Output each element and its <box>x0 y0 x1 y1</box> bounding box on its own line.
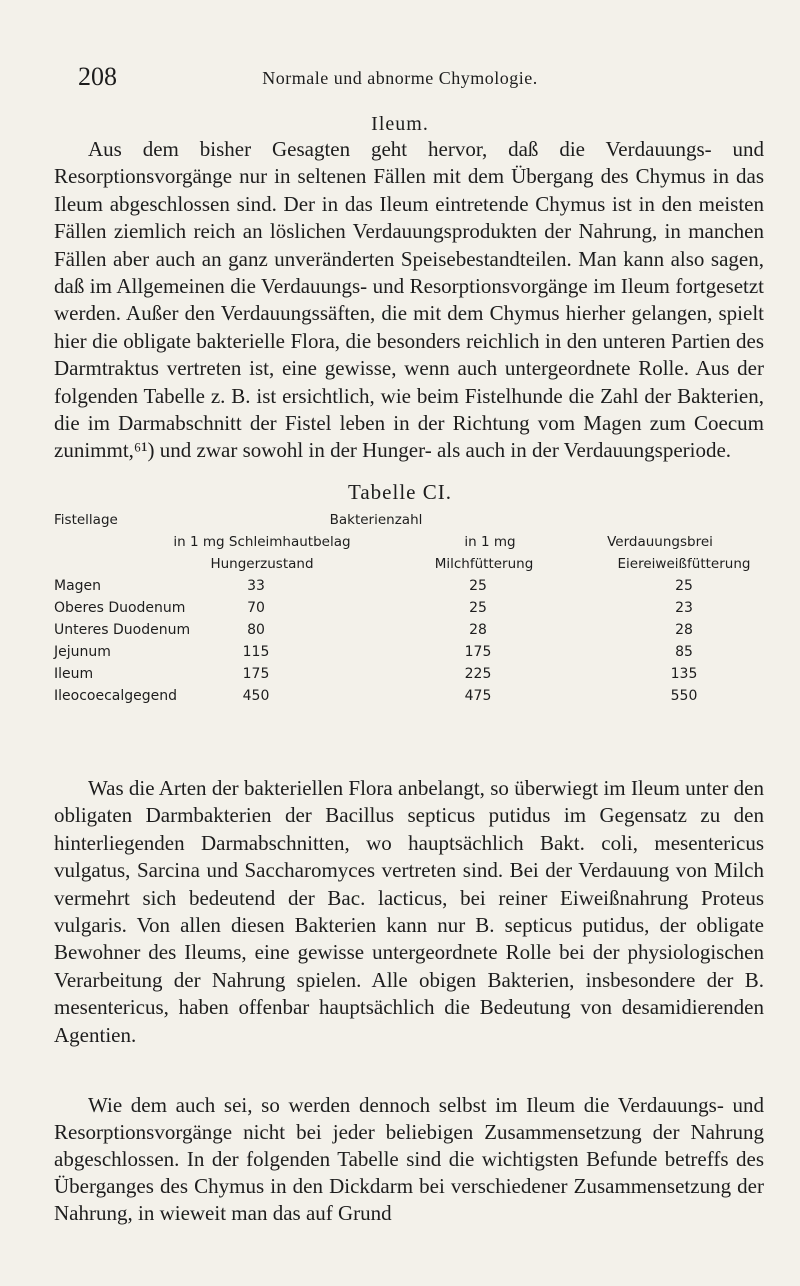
cell-milch: 475 <box>464 688 492 704</box>
row-label: Jejunum <box>54 644 111 660</box>
cell-eiweiss: 85 <box>675 644 693 660</box>
table-header-col1-line1: in 1 mg Schleimhautbelag <box>173 534 351 550</box>
running-title: Normale und abnorme Chymologie. <box>262 68 538 88</box>
table-header-col23-line1a: in 1 mg <box>464 534 516 550</box>
cell-milch: 28 <box>469 622 487 638</box>
section-heading: Ileum. <box>371 113 429 135</box>
cell-hunger: 450 <box>242 688 270 704</box>
table-row <box>0 622 800 644</box>
table-row <box>0 666 800 688</box>
cell-milch: 225 <box>464 666 492 682</box>
cell-eiweiss: 23 <box>675 600 693 616</box>
table-header-fistellage: Fistellage <box>54 512 118 528</box>
table-header-col2-line2: Milchfütterung <box>434 556 534 572</box>
table-row <box>0 644 800 666</box>
table-row <box>0 688 800 710</box>
cell-eiweiss: 550 <box>670 688 698 704</box>
table-row <box>0 600 800 622</box>
cell-eiweiss: 135 <box>670 666 698 682</box>
table-header-bakterienzahl: Bakterienzahl <box>329 512 423 528</box>
paragraph-intro: Aus dem bisher Gesagten geht hervor, daß die Verdauungs- und Resorptionsvorgänge nur in seltenen Fällen mit dem Übergang des Chymus in das Ileum abgeschlossen sind. Der in das Ileum eintretende Chymus ist in den meisten Fällen ziemlich reich an löslichen Verdauungsprodukten der Nahrung, in manchen Fällen aber auch an ganz unveränderten Speisebestandteilen. Man kann also sagen, daß im Allgemeinen die Verdauungs- und Resorptionsvorgänge im Ileum fortgesetzt werden. Außer den Verdauungssäften, die mit dem Chymus hierher gelangen, spielt hier die obligate bakterielle Flora, die besonders reichlich in den unteren Partien des Darmtraktus vertreten ist, eine gewisse, wenn auch untergeordnete Rolle. Aus der folgenden Tabelle z. B. ist ersichtlich, wie beim Fistelhunde die Zahl der Bakterien, die im Darmabschnitt der Fistel leben in der Richtung vom Magen zum Coecum zunimmt,⁶¹) und zwar sowohl in der Hunger- als auch in der Verdauungsperiode. <box>54 137 764 463</box>
cell-eiweiss: 28 <box>675 622 693 638</box>
cell-milch: 25 <box>469 578 487 594</box>
cell-milch: 25 <box>469 600 487 616</box>
table-header-col23-line1b: Verdauungsbrei <box>607 534 713 550</box>
page-header <box>0 62 800 96</box>
row-label: Unteres Duodenum <box>54 622 191 638</box>
page-number: 208 <box>78 62 117 91</box>
row-label: Ileocoecalgegend <box>54 688 177 704</box>
table-title: Tabelle CI. <box>348 480 452 504</box>
table-header-col1-line2: Hungerzustand <box>210 556 314 572</box>
cell-eiweiss: 25 <box>675 578 693 594</box>
paragraph-bacteria-types: Was die Arten der bakteriellen Flora anbelangt, so überwiegt im Ileum unter den obligaten Darmbakterien der Bacillus septicus putidus im Gegensatz zu den hinterliegenden Darmabschnitten, wo hauptsächlich Bakt. coli, mesentericus vulgatus, Sarcina und Saccharomyces vertreten sind. Bei der Verdauung von Milch vermehrt sich bedeutend der Bac. lacticus, bei reiner Eiweißnahrung Proteus vulgaris. Von allen diesen Bakterien kann nur B. septicus putidus, der obligate Bewohner des Ileums, eine gewisse untergeordnete Rolle bei der physiologischen Verarbeitung der Nahrung spielen. Alle obigen Bakterien, insbesondere der B. mesentericus, haben offenbar hauptsächlich die Bedeutung von desamidierenden Agentien. <box>54 776 764 1047</box>
cell-hunger: 115 <box>242 644 270 660</box>
row-label: Ileum <box>54 666 94 682</box>
row-label: Magen <box>54 578 102 594</box>
row-label: Oberes Duodenum <box>54 600 186 616</box>
cell-hunger: 80 <box>247 622 265 638</box>
table-header-col3-line2: Eiereiweißfütterung <box>617 556 751 572</box>
cell-hunger: 175 <box>242 666 270 682</box>
paragraph-conclusion: Wie dem auch sei, so werden dennoch selbst im Ileum die Verdauungs- und Resorptionsvorgänge nicht bei jeder beliebigen Zusammensetzung der Nahrung abgeschlossen. In der folgenden Tabelle sind die wichtigsten Befunde betreffs des Überganges des Chymus in den Dickdarm bei verschiedener Zusammensetzung der Nahrung, in wieweit man das auf Grund <box>54 1093 764 1225</box>
table-row <box>0 578 800 600</box>
cell-hunger: 33 <box>247 578 265 594</box>
cell-hunger: 70 <box>247 600 265 616</box>
cell-milch: 175 <box>464 644 492 660</box>
